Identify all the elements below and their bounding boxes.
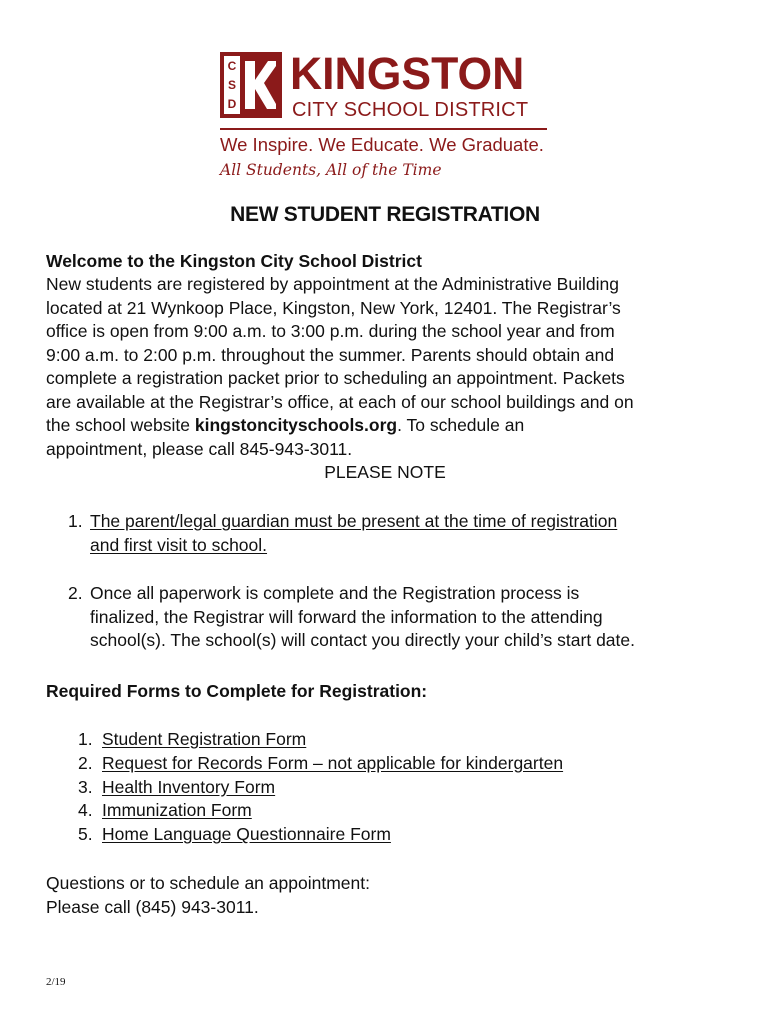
district-logo bbox=[220, 48, 550, 184]
form-link-request-for-records[interactable]: Request for Records Form – not applicable for kindergarten bbox=[102, 752, 564, 773]
form-list-item bbox=[78, 728, 563, 752]
note-line: Once all paperwork is complete and the Registration process is bbox=[90, 583, 580, 603]
district-motto: All Students, All of the Time bbox=[220, 161, 442, 179]
footer-date: 2/19 bbox=[46, 976, 66, 988]
note-line: and first visit to school. bbox=[90, 534, 268, 555]
csd-letter-s: S bbox=[227, 77, 236, 92]
form-list-item bbox=[78, 776, 563, 800]
form-link-home-language[interactable]: Home Language Questionnaire Form bbox=[102, 824, 391, 845]
intro-line: appointment, please call 845-943-3011. bbox=[46, 438, 353, 459]
intro-line: 9:00 a.m. to 2:00 p.m. throughout the summer. Parents should obtain and bbox=[46, 344, 615, 365]
form-number: 2. bbox=[78, 752, 93, 773]
intro-line bbox=[46, 414, 736, 438]
form-number: 5. bbox=[78, 824, 93, 845]
note-line: school(s). The school(s) will contact you directly your child’s start date. bbox=[90, 630, 635, 650]
csd-letter-d: D bbox=[227, 97, 237, 112]
district-tagline: We Inspire. We Educate. We Graduate. bbox=[220, 134, 544, 155]
csd-letter-c: C bbox=[227, 58, 237, 73]
logo-divider bbox=[220, 128, 547, 130]
website-link[interactable]: kingstoncityschools.org bbox=[194, 415, 398, 435]
note-text bbox=[90, 510, 750, 557]
required-forms-heading: Required Forms to Complete for Registration: bbox=[46, 681, 428, 701]
intro-line: located at 21 Wynkoop Place, Kingston, New York, 12401. The Registrar’s bbox=[46, 297, 621, 318]
note-text bbox=[90, 582, 750, 653]
district-subtitle: CITY SCHOOL DISTRICT bbox=[292, 99, 529, 121]
intro-paragraph bbox=[46, 273, 736, 461]
please-note-text: PLEASE NOTE bbox=[324, 462, 446, 482]
intro-line: New students are registered by appointment at the Administrative Building bbox=[46, 274, 619, 294]
intro-line: complete a registration packet prior to scheduling an appointment. Packets bbox=[46, 368, 625, 388]
note-line: The parent/legal guardian must be present at the time of registration bbox=[90, 511, 618, 531]
form-number: 1. bbox=[78, 729, 93, 749]
note-number: 2. bbox=[68, 583, 83, 603]
csd-letters bbox=[224, 56, 240, 114]
contact-phone: Please call (845) 943-3011. bbox=[46, 897, 259, 917]
welcome-heading: Welcome to the Kingston City School District bbox=[46, 251, 422, 271]
intro-line: are available at the Registrar’s office, at each of our school buildings and on bbox=[46, 391, 634, 412]
intro-text: the school website bbox=[46, 415, 195, 435]
form-link-student-registration[interactable]: Student Registration Form bbox=[102, 729, 307, 749]
intro-line: office is open from 9:00 a.m. to 3:00 p.m. during the school year and from bbox=[46, 321, 615, 341]
district-logo-mark bbox=[220, 52, 282, 118]
intro-text: . To schedule an bbox=[397, 415, 525, 435]
required-forms-list bbox=[78, 728, 563, 847]
contact-section bbox=[46, 871, 370, 919]
note-number: 1. bbox=[68, 511, 83, 531]
form-list-item bbox=[78, 752, 563, 776]
page-title: NEW STUDENT REGISTRATION bbox=[230, 203, 540, 226]
form-number: 3. bbox=[78, 776, 93, 797]
k-monogram-icon bbox=[242, 58, 278, 112]
note-item-2 bbox=[0, 582, 770, 654]
note-item-1 bbox=[0, 510, 770, 558]
form-link-health-inventory[interactable]: Health Inventory Form bbox=[102, 776, 276, 797]
please-note-heading bbox=[0, 461, 770, 484]
district-name: KINGSTON bbox=[290, 48, 525, 99]
form-link-immunization[interactable]: Immunization Form bbox=[102, 800, 252, 821]
form-number: 4. bbox=[78, 800, 93, 821]
note-line: finalized, the Registrar will forward the information to the attending bbox=[90, 606, 603, 627]
form-list-item bbox=[78, 799, 563, 823]
contact-line: Questions or to schedule an appointment: bbox=[46, 873, 370, 893]
form-list-item bbox=[78, 823, 563, 847]
